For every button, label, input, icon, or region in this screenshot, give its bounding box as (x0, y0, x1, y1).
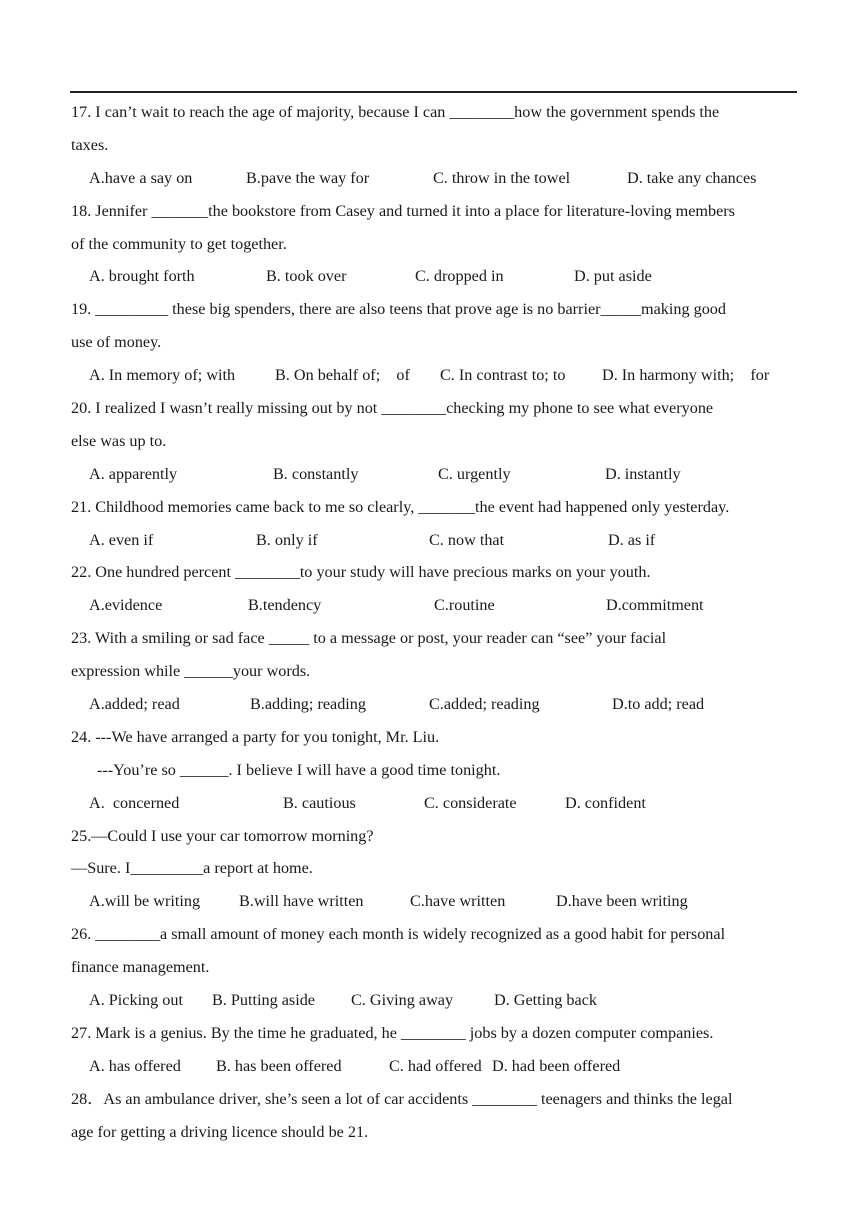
option-c[interactable]: C. In contrast to; to (440, 366, 566, 385)
question-21 (71, 491, 801, 557)
question-stem: expression while ______your words. (71, 662, 311, 681)
option-b[interactable]: B.pave the way for (246, 168, 370, 187)
option-a[interactable]: A. apparently (89, 464, 178, 483)
option-d[interactable]: D. take any chances (627, 168, 757, 187)
option-b[interactable]: B.adding; reading (250, 695, 366, 714)
question-stem: taxes. (71, 135, 109, 154)
question-stem: of the community to get together. (71, 234, 287, 253)
option-d[interactable]: D.to add; read (612, 695, 705, 714)
question-stem: 28．As an ambulance driver, she’s seen a lot of car accidents ________ teenagers and thinks the legal (71, 1089, 733, 1108)
question-stem: 25.—Could I use your car tomorrow morning? (71, 826, 374, 845)
option-d[interactable]: D. had been offered (492, 1056, 621, 1075)
option-a[interactable]: A.have a say on (89, 168, 193, 187)
option-d[interactable]: D.commitment (606, 596, 704, 615)
question-stem: 18. Jennifer _______the bookstore from Casey and turned it into a place for literature-loving members (71, 201, 735, 220)
question-stem: 21. Childhood memories came back to me so clearly, _______the event had happened only yesterday. (71, 497, 730, 516)
question-stem: 22. One hundred percent ________to your study will have precious marks on your youth. (71, 563, 651, 582)
question-stem: 24. ---We have arranged a party for you tonight, Mr. Liu. (71, 727, 440, 746)
question-stem: ---You’re so ______. I believe I will have a good time tonight. (97, 760, 501, 779)
options-row (71, 260, 801, 293)
option-d[interactable]: D. put aside (574, 267, 652, 286)
question-25 (71, 820, 801, 919)
question-23 (71, 622, 801, 721)
options-row (71, 1050, 801, 1083)
option-d[interactable]: D.have been writing (556, 892, 688, 911)
option-b[interactable]: B. only if (256, 530, 318, 549)
option-d[interactable]: D. confident (565, 793, 646, 812)
question-19 (71, 293, 801, 392)
option-a[interactable]: A. has offered (89, 1056, 181, 1075)
question-stem: 20. I realized I wasn’t really missing out by not ________checking my phone to see what everyone (71, 399, 714, 418)
header-rule (70, 91, 797, 93)
question-17 (71, 96, 801, 195)
option-b[interactable]: B.will have written (239, 892, 364, 911)
option-a[interactable]: A.added; read (89, 695, 180, 714)
option-a[interactable]: A.evidence (89, 596, 163, 615)
option-b[interactable]: B. Putting aside (212, 991, 315, 1010)
option-a[interactable]: A. In memory of; with (89, 366, 236, 385)
option-d[interactable]: D. as if (608, 530, 656, 549)
question-stem: —Sure. I_________a report at home. (71, 859, 313, 878)
question-28 (71, 1083, 801, 1149)
options-row (71, 688, 801, 721)
option-b[interactable]: B. constantly (273, 464, 359, 483)
question-27 (71, 1017, 801, 1083)
question-stem: age for getting a driving licence should be 21. (71, 1122, 369, 1141)
options-row (71, 589, 801, 622)
option-b[interactable]: B. took over (266, 267, 347, 286)
option-b[interactable]: B. On behalf of; of (275, 366, 410, 385)
options-row (71, 984, 801, 1017)
option-c[interactable]: C. dropped in (415, 267, 504, 286)
option-c[interactable]: C. had offered (389, 1056, 482, 1075)
option-a[interactable]: A. Picking out (89, 991, 183, 1010)
question-stem: finance management. (71, 958, 210, 977)
option-d[interactable]: D. In harmony with; for (602, 366, 770, 385)
question-22 (71, 556, 801, 622)
question-stem: 23. With a smiling or sad face _____ to a message or post, your reader can “see” your facial (71, 629, 667, 648)
question-stem: 26. ________a small amount of money each month is widely recognized as a good habit for personal (71, 925, 726, 944)
question-26 (71, 918, 801, 1017)
option-d[interactable]: D. instantly (605, 464, 681, 483)
option-c[interactable]: C. now that (429, 530, 505, 549)
question-stem: 17. I can’t wait to reach the age of majority, because I can ________how the government spends the (71, 103, 720, 121)
question-20 (71, 392, 801, 491)
option-c[interactable]: C.routine (434, 596, 495, 615)
question-stem: use of money. (71, 333, 162, 352)
option-c[interactable]: C. considerate (424, 793, 517, 812)
option-b[interactable]: B.tendency (248, 596, 322, 615)
question-stem: 27. Mark is a genius. By the time he graduated, he ________ jobs by a dozen computer companies. (71, 1023, 714, 1042)
options-row (71, 787, 801, 820)
option-c[interactable]: C. urgently (438, 464, 511, 483)
option-c[interactable]: C. throw in the towel (433, 168, 571, 187)
question-24 (71, 721, 801, 820)
option-a[interactable]: A. concerned (89, 793, 180, 812)
option-b[interactable]: B. has been offered (216, 1056, 342, 1075)
options-row (71, 458, 801, 491)
option-d[interactable]: D. Getting back (494, 991, 597, 1010)
options-row (71, 162, 801, 195)
option-a[interactable]: A.will be writing (89, 892, 201, 911)
option-c[interactable]: C.added; reading (429, 695, 540, 714)
question-stem: 19. _________ these big spenders, there are also teens that prove age is no barrier_____making good (71, 300, 726, 319)
option-a[interactable]: A. brought forth (89, 267, 195, 286)
option-a[interactable]: A. even if (89, 530, 154, 549)
options-row (71, 524, 801, 557)
option-c[interactable]: C.have written (410, 892, 506, 911)
question-stem: else was up to. (71, 431, 167, 450)
options-row (71, 885, 801, 918)
question-18 (71, 195, 801, 294)
option-b[interactable]: B. cautious (283, 793, 356, 812)
question-list (71, 96, 801, 1149)
options-row (71, 359, 801, 392)
option-c[interactable]: C. Giving away (351, 991, 454, 1010)
